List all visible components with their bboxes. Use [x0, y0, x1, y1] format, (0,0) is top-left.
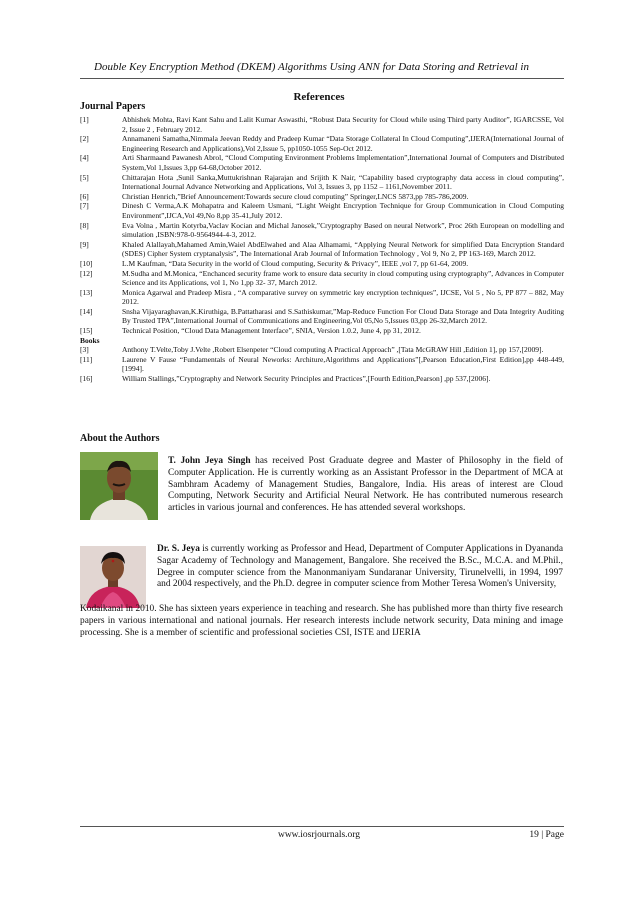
- author1-photo: [80, 452, 158, 520]
- reference-text: Snsha Vijayaraghavan,K.Kiruthiga, B.Pattatharasi and S.Sathiskumar,”Map-Reduce Function For Cloud Data Storage and Data Integrity Auditing By Trusted TPA”,International Journal of Communications and Engineering,Vol 05,No 5,Issues 03,pp 26-32,March 2012.: [122, 306, 564, 326]
- reference-text: Christian Henrich,”Brief Announcement:Towards secure cloud computing” Springer,LNCS 5873,pp 785-786,2009.: [122, 191, 469, 201]
- reference-number: [2]: [80, 134, 89, 144]
- reference-number: [10]: [80, 258, 93, 268]
- reference-item: [80, 345, 564, 355]
- reference-item: [80, 153, 564, 172]
- author2-bio-text: is currently working as Professor and Head, Department of Computer Applications in Dyananda Sagar Academy of Technology and Management, Bangalore. She received the B.Sc., M.C.A. and M.Phil., Degree in computer science from the Manonmaniyam Sundaranar University, Tirunelvelli, in 1994, 1997 and 2004 respectively, and the Ph.D. degree in computer science from Mother Teresa Women's University,: [157, 544, 563, 590]
- author1-name: T. John Jeya Singh: [168, 456, 251, 466]
- reference-item: [80, 288, 564, 307]
- reference-item: [80, 201, 564, 220]
- reference-text: M.Sudha and M.Monica, “Enchanced security frame work to ensure data security in cloud computing using cryptography”, Advances in Computer Science and its Applications, vol 1, No 1,pp 32- 37, March 2012.: [122, 268, 564, 288]
- reference-text: Anthony T.Velte,Toby J.Velte ,Robert Elsenpeter “Cloud computing A Practical Approach” ,[Tata McGRAW Hill ,Edition 1], pp 157,[2009].: [122, 345, 544, 355]
- reference-item: [80, 269, 564, 288]
- books-heading: Books: [80, 335, 100, 345]
- reference-number: [13]: [80, 287, 93, 297]
- author2-portrait-image: [80, 546, 146, 608]
- reference-list: [80, 115, 564, 384]
- reference-text: Abhishek Mohta, Ravi Kant Sahu and Lalit Kumar Aswasthi, “Robust Data Security for Cloud while using Third party Auditor”, IGARCSSE, Vol 2, Issue 2 , February 2012.: [122, 115, 564, 134]
- reference-item: [80, 115, 564, 134]
- reference-number: [7]: [80, 201, 89, 211]
- book-references: [80, 345, 564, 383]
- author1-portrait-image: [80, 452, 158, 520]
- reference-number: [1]: [80, 115, 89, 124]
- reference-text: William Stallings,”Cryptography and Network Security Principles and Practices”,[Fourth Edition,Pearson] ,pp 537,[2006].: [122, 374, 491, 384]
- reference-item: [80, 355, 564, 374]
- reference-text: Eva Volna , Martin Kotyrba,Vaclav Kocian and Michal Janosek,”Cryptography Based on neural Network”, Proc 26th European on modelling and simulation ,ISBN:978-0-9564944-4-3, 2012.: [122, 220, 564, 240]
- footer-rule: [80, 826, 564, 827]
- reference-item: [80, 259, 564, 269]
- reference-text: Monica Agarwal and Pradeep Misra , “A comparative survey on symmetric key encryption techniques”, IJCSE, Vol 5 , No 5, PP 877 – 882, May 2012.: [122, 287, 564, 307]
- reference-number: [3]: [80, 345, 89, 355]
- reference-text: Chittarajan Hota ,Sunil Sanka,Muttukrishnan Rajarajan and Srijith K Nair, “Capability based cryptography data access in cloud computing”, International Journal Advance Networking and Applications, Vol 3, Issues 3, pp 1152 – 1161,November 2011.: [122, 172, 564, 192]
- header-rule: [80, 78, 564, 79]
- reference-text: Dinesh C Verma,A.K Mohapatra and Kaleem Usmani, “Light Weight Encryption Technique for Group Communication in Cloud Computing Environment”,IJCA,Vol 49,No 8,pp 35-41,July 2012.: [122, 201, 564, 220]
- reference-number: [16]: [80, 374, 93, 384]
- reference-text: Arti Sharmaand Pawanesh Abrol, “Cloud Computing Environment Problems Implementation”,International Journal of Computers and Distributed System,Vol 1,Issues 3,pp 64-68,October 2012.: [122, 153, 564, 172]
- reference-text: Laurene V Fause “Fundamentals of Neural Neworks: Architure,Algorithms and Applications”[,Pearson Education,First Edition],pp 448-449,[1994].: [122, 354, 564, 374]
- author2-bio-continued: Kodaikanal in 2010. She has sixteen years experience in teaching and research. She has published more than thirty five research papers in various international and national journals. Her research interests include network security, Data mining and image processing. She is a member of scientific and professional societies CSI, ISTE and IJERIA: [80, 604, 563, 638]
- reference-text: Khaled Alallayah,Mahamed Amin,Waiel AbdElwahed and Alaa Alhamami, “Applying Neural Network for simplified Data Encryption Standard (SDES) Cipher System cryptanalysis”, The International Arab Journal of Information Technology , Vol 9, No 2, PP 163-169, March 2012.: [122, 239, 564, 259]
- reference-item: [80, 173, 564, 192]
- reference-item: [80, 192, 564, 202]
- reference-number: [6]: [80, 191, 89, 201]
- references-heading: References: [293, 91, 345, 103]
- reference-item: [80, 221, 564, 240]
- reference-number: [12]: [80, 268, 93, 278]
- author2-name: Dr. S. Jeya: [157, 544, 200, 554]
- journal-references: [80, 115, 564, 336]
- author2-photo: [80, 546, 146, 608]
- reference-text: L.M Kaufman, “Data Security in the world of Cloud computing, Security & Privacy”, IEEE ,vol 7, pp 61-64, 2009.: [122, 258, 469, 268]
- reference-number: [14]: [80, 306, 93, 316]
- author1-bio: [168, 456, 563, 515]
- reference-item: [80, 134, 564, 153]
- reference-text: Technical Position, “Cloud Data Management Interface”, SNIA, Version 1.0.2, June 4, pp 31, 2012.: [122, 326, 421, 336]
- reference-item: [80, 307, 564, 326]
- reference-number: [8]: [80, 220, 89, 230]
- footer-page-number: 19 | Page: [529, 830, 564, 840]
- reference-number: [15]: [80, 326, 93, 336]
- running-header: Double Key Encryption Method (DKEM) Algorithms Using ANN for Data Storing and Retrieval in: [94, 61, 529, 73]
- reference-text: Annamaneni Samatha,Nimmala Jeevan Reddy and Pradeep Kumar “Data Storage Collateral In Cloud Computing”,IJERA(International Journal of Engineering Research and Applications),Vol 2,Issue 5, pp1050-1055 Sep-Oct 2012.: [122, 134, 564, 153]
- reference-number: [5]: [80, 172, 89, 182]
- author2-bio: [157, 544, 563, 591]
- reference-item: [80, 240, 564, 259]
- about-authors-heading: About the Authors: [80, 433, 160, 444]
- reference-number: [4]: [80, 153, 89, 163]
- reference-number: [9]: [80, 239, 89, 249]
- footer-website: www.iosrjournals.org: [277, 830, 361, 840]
- reference-item: [80, 326, 564, 336]
- author1-bio-text: has received Post Graduate degree and Master of Philosophy in the field of Computer Application. He is currently working as an Assistant Professor in the Department of MCA at Sambhram Academy of Management Studies, Bangalore, India. His areas of interest are Cloud Computing, Network Security and Artificial Neural Network. He has contributed numerous research articles in various journal and conferences. He has attended several workshops.: [168, 456, 563, 514]
- reference-number: [11]: [80, 354, 93, 364]
- journal-papers-heading: Journal Papers: [80, 101, 146, 112]
- reference-item: [80, 374, 564, 384]
